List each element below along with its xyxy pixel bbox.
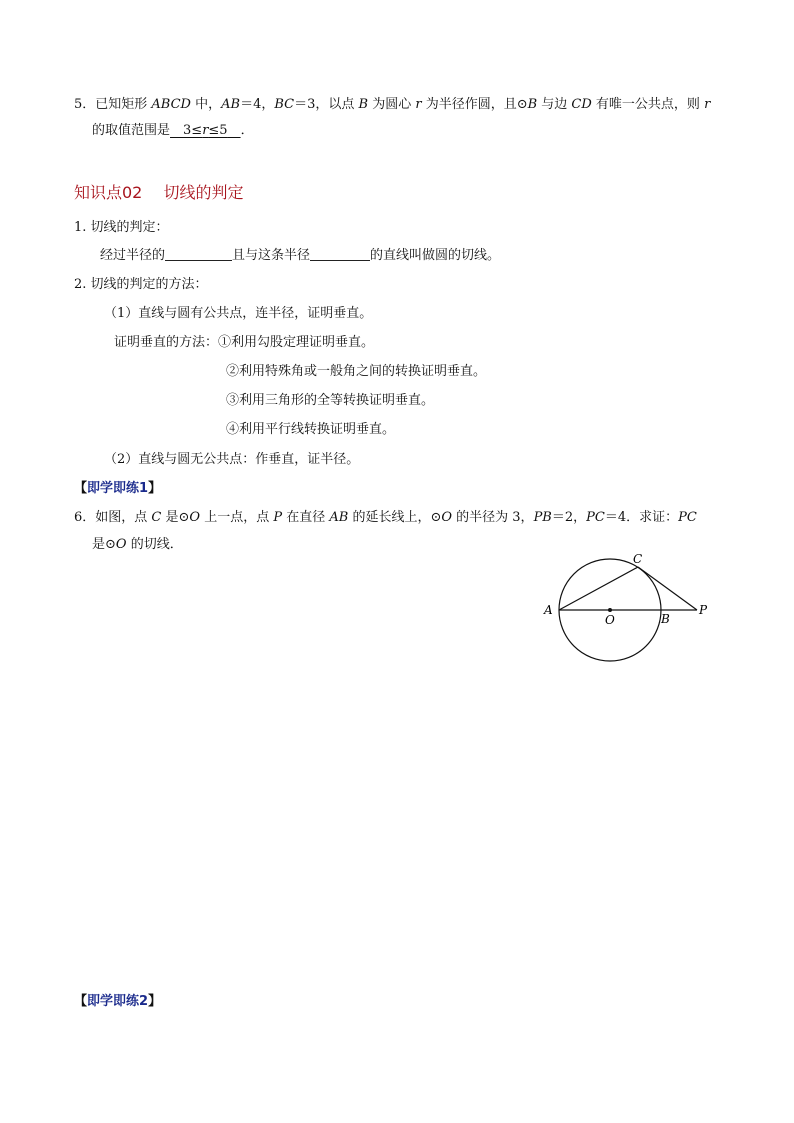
practice-label-2: 【即学即练2】 <box>74 994 162 1009</box>
q6-line1: 6．如图，点 C 是⊙O 上一点，点 P 在直径 AB 的延长线上，⊙O 的半径为 3，PB＝2，PC＝4．求证：PC <box>74 510 697 525</box>
item1-title: 1. 切线的判定： <box>74 220 169 235</box>
line-ac <box>559 567 638 610</box>
label-a: A <box>544 603 553 617</box>
proof-method-1: 证明垂直的方法：①利用勾股定理证明垂直。 <box>114 335 375 350</box>
q5-line1: 5．已知矩形 ABCD 中，AB＝4，BC＝3，以点 B 为圆心 r 为半径作圆，且⊙B 与边 CD 有唯一公共点，则 r <box>74 97 711 112</box>
section-heading: 知识点02 切线的判定 <box>74 183 244 202</box>
center-point-o <box>608 608 612 612</box>
proof-method-3: ③利用三角形的全等转换证明垂直。 <box>226 393 435 408</box>
proof-method-2: ②利用特殊角或一般角之间的转换证明垂直。 <box>226 364 487 379</box>
label-b: B <box>661 612 670 626</box>
method-1: （1）直线与圆有公共点，连半径，证明垂直。 <box>104 306 373 321</box>
line-cp <box>638 567 697 610</box>
item2-title: 2. 切线的判定的方法： <box>74 277 208 292</box>
fill-blank-2 <box>310 247 370 261</box>
circle-o <box>559 559 661 661</box>
proof-method-4: ④利用平行线转换证明垂直。 <box>226 422 396 437</box>
q6-number: 6． <box>74 510 96 525</box>
q5-line2: 的取值范围是 3≤r≤5 ． <box>92 123 254 138</box>
practice-label-1: 【即学即练1】 <box>74 481 162 496</box>
item1-definition: 经过半径的 且与这条半径 的直线叫做圆的切线。 <box>100 248 501 263</box>
q5-answer: 3≤r≤5 <box>183 123 228 138</box>
method-2: （2）直线与圆无公共点：作垂直，证半径。 <box>104 452 360 467</box>
label-o: O <box>605 613 615 627</box>
fill-blank-1 <box>165 247 232 261</box>
q5-number: 5． <box>74 97 96 112</box>
label-c: C <box>633 552 643 566</box>
label-p: P <box>699 603 708 617</box>
q6-line2: 是⊙O 的切线． <box>92 537 183 552</box>
proof-label: 证明垂直的方法： <box>114 335 219 350</box>
